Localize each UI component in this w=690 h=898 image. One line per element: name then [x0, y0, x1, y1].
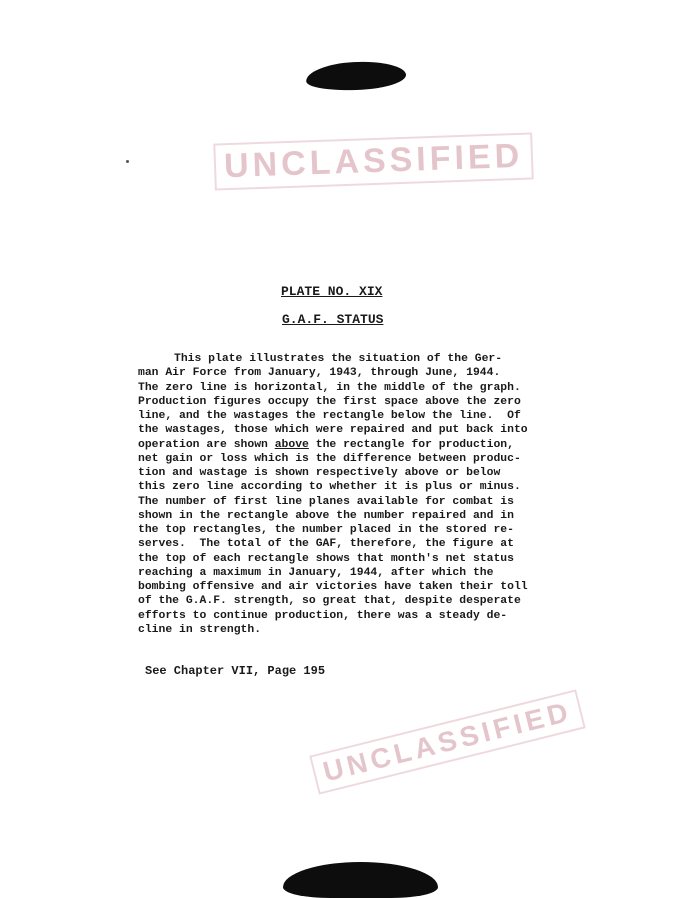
- body-line-emphasis: [138, 438, 558, 452]
- classification-stamp-top: UNCLASSIFIED: [213, 132, 534, 190]
- speck-mark: [126, 160, 129, 163]
- body-line: serves. The total of the GAF, therefore, the figure at: [138, 538, 514, 551]
- classification-stamp-bottom: UNCLASSIFIED: [309, 689, 585, 794]
- body-line: This plate illustrates the situation of the Ger-: [174, 353, 503, 365]
- body-line: the top of each rectangle shows that month's net status: [138, 552, 514, 565]
- body-line: The number of first line planes available for combat is: [138, 495, 514, 508]
- emphasized-word: above: [274, 438, 309, 451]
- body-line: bombing offensive and air victories have taken their toll: [138, 581, 528, 593]
- redaction-blot-bottom: [283, 862, 438, 898]
- body-line: Production figures occupy the first space above the zero: [138, 395, 521, 408]
- body-line: line, and the wastages the rectangle below the line. Of: [138, 410, 521, 422]
- body-text-segment: the rectangle for production,: [308, 438, 514, 451]
- body-line: this zero line according to whether it is plus or minus.: [138, 481, 521, 494]
- body-paragraph: [138, 352, 558, 637]
- body-line: net gain or loss which is the difference between produc-: [138, 452, 521, 465]
- plate-title: PLATE NO. XIX: [281, 284, 383, 299]
- redaction-blot-top: [305, 59, 406, 92]
- chapter-reference: See Chapter VII, Page 195: [145, 664, 326, 678]
- body-line: cline in strength.: [138, 623, 262, 636]
- body-line: of the G.A.F. strength, so great that, despite desperate: [138, 595, 521, 608]
- body-line: the top rectangles, the number placed in the stored re-: [138, 524, 514, 536]
- body-line: the wastages, those which were repaired and put back into: [138, 424, 528, 437]
- body-line: tion and wastage is shown respectively above or below: [138, 467, 501, 479]
- body-line: shown in the rectangle above the number repaired and in: [138, 509, 514, 522]
- body-line: reaching a maximum in January, 1944, after which the: [138, 566, 494, 579]
- body-text-segment: operation are shown: [138, 438, 275, 451]
- body-line: man Air Force from January, 1943, through June, 1944.: [138, 367, 501, 380]
- body-line: The zero line is horizontal, in the middle of the graph.: [138, 381, 521, 394]
- plate-subtitle: G.A.F. STATUS: [282, 312, 384, 327]
- body-line: efforts to continue production, there was a steady de-: [138, 609, 508, 622]
